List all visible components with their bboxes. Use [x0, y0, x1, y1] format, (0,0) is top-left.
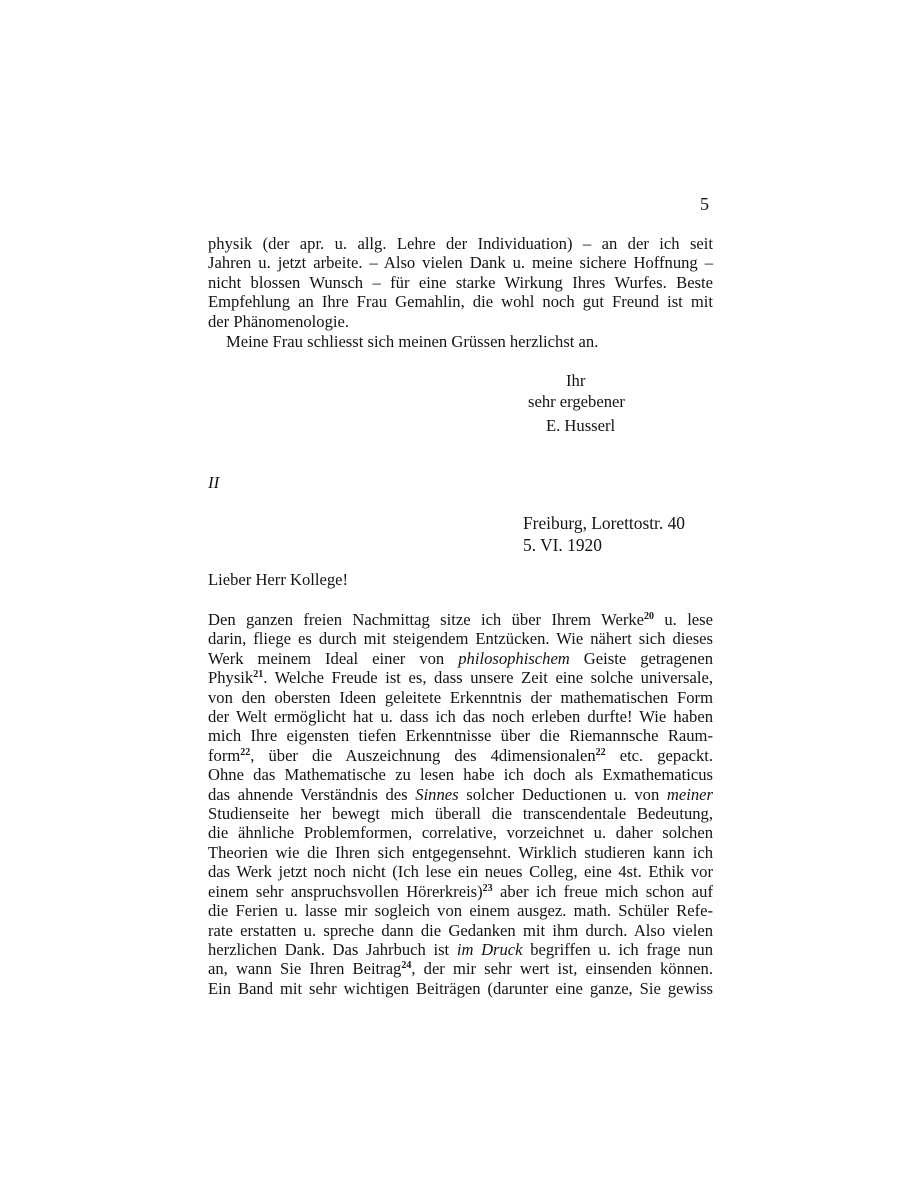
text-segment: an, wann Sie Ihren Beitrag — [208, 959, 402, 979]
text-segment: einem sehr anspruchsvollen Hörerkreis) — [208, 881, 483, 901]
letter-numeral: II — [208, 473, 220, 492]
text-line — [208, 610, 713, 629]
text-line: mich Ihre eigensten tiefen Erkenntnisse über die Riemannsche Raum- — [208, 726, 713, 746]
italic-text: Sinnes — [415, 784, 459, 804]
text-line — [208, 785, 713, 804]
text-line: Ohne das Mathematische zu lesen habe ich doch als Exmathematicus — [208, 765, 713, 785]
footnote-marker: 22 — [240, 746, 251, 758]
italic-text: meiner — [666, 784, 713, 804]
text-line: die Ferien u. lasse mir sogleich von einem ausgez. math. Schüler Refe- — [208, 901, 713, 921]
text-segment: u. lese — [654, 610, 713, 629]
text-segment: . Welche Freude ist es, dass unsere Zeit eine solche universale, — [263, 668, 713, 688]
text-line — [208, 746, 713, 765]
text-line: rate erstatten u. spreche dann die Gedanken mit ihm durch. Also vielen — [208, 920, 713, 940]
text-line — [208, 649, 713, 668]
italic-text: im Druck — [456, 939, 523, 959]
text-line: der Phänomenologie. — [208, 311, 350, 331]
text-line — [208, 940, 713, 959]
footnote-marker: 20 — [644, 611, 655, 622]
text-segment: aber ich freue mich schon auf — [492, 881, 713, 901]
text-segment: form — [208, 745, 241, 765]
text-line: das Werk jetzt noch nicht (Ich lese ein neues Colleg, eine 4st. Ethik vor — [208, 862, 713, 882]
signature-name: E. Husserl — [546, 416, 616, 435]
letter-end-paragraph — [208, 234, 713, 331]
text-line: Jahren u. jetzt arbeite. – Also vielen Dank u. meine sichere Hoffnung – — [208, 253, 713, 273]
text-line: physik (der apr. u. allg. Lehre der Individuation) – an der ich seit — [208, 234, 713, 253]
text-segment: , der mir sehr wert ist, einsenden können. — [411, 959, 713, 979]
text-line: Studienseite her bewegt mich überall die transcendentale Bedeutung, — [208, 804, 713, 824]
footnote-marker: 22 — [595, 746, 606, 758]
text-line: darin, fliege es durch mit steigendem Entzücken. Wie nähert sich dieses — [208, 629, 713, 649]
text-segment: Den ganzen freien Nachmittag sitze ich über Ihrem Werke — [208, 610, 645, 629]
footnote-marker: 23 — [482, 882, 493, 894]
text-segment: solcher Deductionen u. von — [458, 784, 667, 804]
text-line: Ein Band mit sehr wichtigen Beiträgen (darunter eine ganze, Sie gewiss — [208, 978, 713, 998]
text-line: der Welt ermöglicht hat u. dass ich das noch erleben durfte! Wie haben — [208, 707, 713, 727]
closing-ihr: Ihr — [566, 371, 586, 390]
text-segment: herzlichen Dank. Das Jahrbuch ist — [208, 939, 457, 959]
text-segment: Geiste getragenen — [569, 648, 713, 668]
text-line — [208, 668, 713, 687]
salutation: Lieber Herr Kollege! — [208, 570, 349, 589]
text-line: Theorien wie die Ihren sich entgegensehnt. Wirklich studieren kann ich — [208, 842, 713, 862]
text-line: Empfehlung an Ihre Frau Gemahlin, die wohl noch gut Freund ist mit — [208, 292, 713, 312]
text-segment: Physik — [208, 668, 254, 688]
letter-date: 5. VI. 1920 — [523, 535, 602, 555]
text-segment: , über die Auszeichnung des 4dimensionalen — [250, 745, 596, 765]
text-line — [208, 882, 713, 901]
text-segment: das ahnende Verständnis des — [208, 784, 416, 804]
text-line: nicht blossen Wunsch – für eine starke Wirkung Ihres Wurfes. Beste — [208, 272, 713, 292]
footnote-marker: 21 — [253, 669, 264, 681]
page-number: 5 — [700, 194, 709, 214]
postscript-paragraph — [208, 332, 713, 351]
text-segment: begriffen u. ich frage nun — [522, 939, 713, 959]
letter-header — [523, 512, 685, 556]
text-line: die ähnliche Problemformen, correlative, vorzeichnet u. daher solchen — [208, 823, 713, 843]
italic-text: philosophischem — [458, 648, 570, 668]
text-line — [208, 959, 713, 978]
text-segment: etc. gepackt. — [605, 745, 713, 765]
text-line: von den obersten Ideen geleitete Erkenntnis der mathematischen Form — [208, 687, 713, 707]
footnote-marker: 24 — [401, 960, 412, 972]
address-line: Freiburg, Lorettostr. 40 — [523, 513, 685, 533]
closing-sehr-ergebener: sehr ergebener — [528, 392, 625, 411]
letter-body — [208, 610, 713, 998]
postscript-line: Meine Frau schliesst sich meinen Grüssen herzlichst an. — [226, 332, 599, 351]
text-segment: Werk meinem Ideal einer von — [208, 648, 459, 668]
